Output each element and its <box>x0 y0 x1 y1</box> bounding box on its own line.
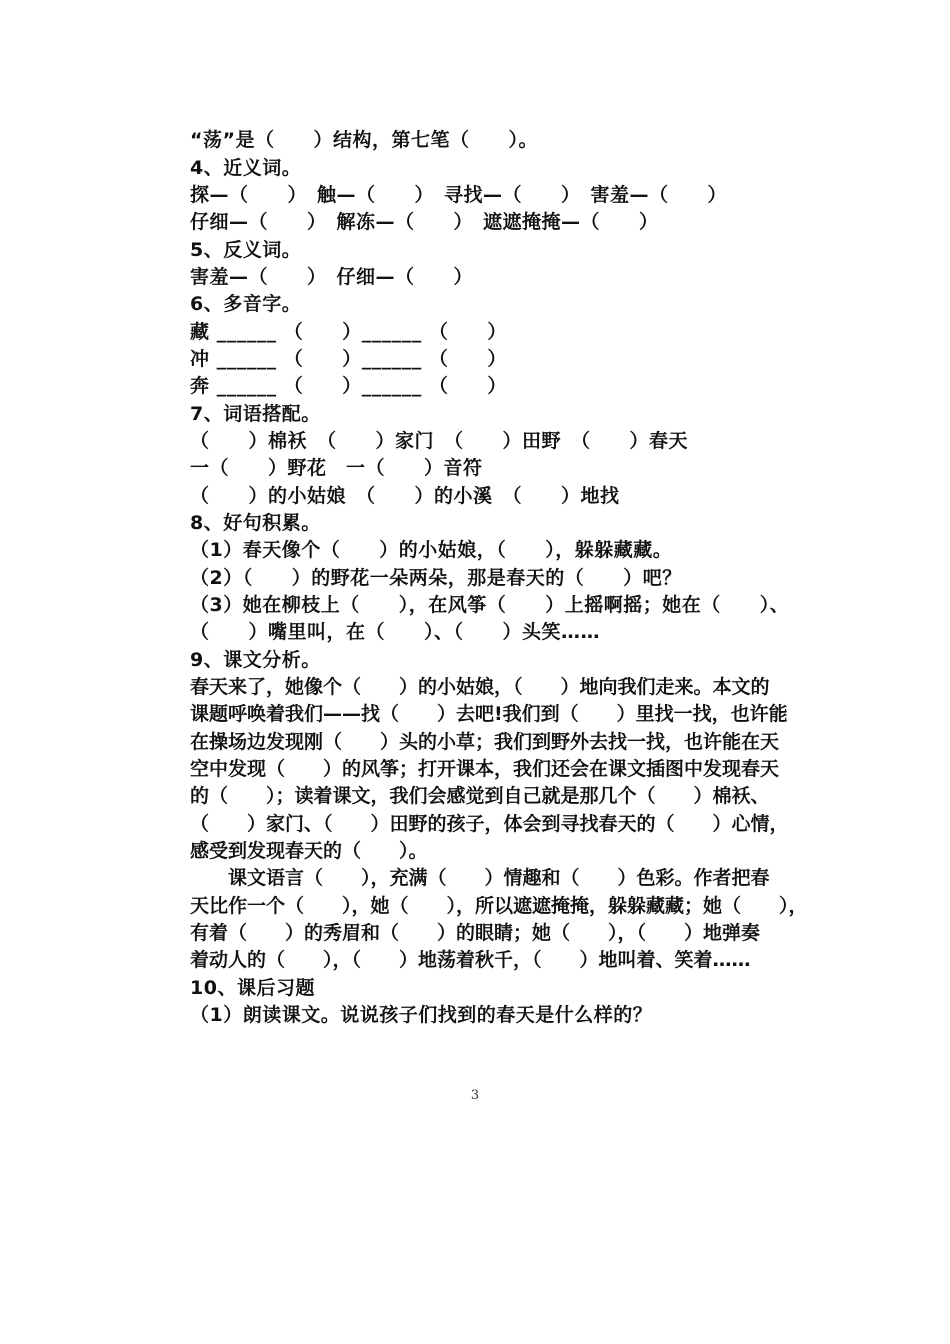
synonym-line-1: 探—（ ） 触—（ ） 寻找—（ ） 害羞—（ ） <box>190 184 728 206</box>
polyphone-line-chong: 冲 ______ （ ）______ （ ） <box>190 348 507 370</box>
language-para-line-2: 天比作一个（ ），她（ ），所以遮遮掩掩，躲躲藏藏；她（ ）， <box>190 895 808 917</box>
exercise-item-1: （1）朗读课文。说说孩子们找到的春天是什么样的？ <box>190 1004 653 1026</box>
collocation-line-1: （ ）棉袄 （ ）家门 （ ）田野 （ ）春天 <box>190 430 689 452</box>
synonym-line-2: 仔细—（ ） 解冻—（ ） 遮遮掩掩—（ ） <box>190 211 659 233</box>
section-8-heading: 8、好句积累。 <box>190 512 321 534</box>
sentence-item-3-line-2: （ ）嘴里叫，在（ ）、（ ）头笑…… <box>190 621 601 643</box>
section-6-heading: 6、多音字。 <box>190 293 302 315</box>
page-number: 3 <box>470 1088 480 1103</box>
section-10-heading: 10、课后习题 <box>190 977 315 999</box>
language-para-line-3: 有着（ ）的秀眉和（ ）的眼睛；她（ ），（ ）地弹奏 <box>190 922 761 944</box>
sentence-item-3-line-1: （3）她在柳枝上（ ），在风筝（ ）上摇啊摇；她在（ ）、 <box>190 594 790 616</box>
analysis-para-line-6: （ ）家门、（ ）田野的孩子，体会到寻找春天的（ ）心情， <box>190 813 789 835</box>
structure-question-line: “荡”是（ ）结构，第七笔（ ）。 <box>190 129 538 151</box>
analysis-para-line-7: 感受到发现春天的（ ）。 <box>190 840 428 862</box>
section-7-heading: 7、词语搭配。 <box>190 403 321 425</box>
sentence-item-2: （2）（ ）的野花一朵两朵，那是春天的（ ）吧？ <box>190 567 682 589</box>
analysis-para-line-4: 空中发现（ ）的风筝；打开课本，我们还会在课文插图中发现春天 <box>190 758 780 780</box>
polyphone-line-cang: 藏 ______ （ ）______ （ ） <box>190 321 507 343</box>
section-4-heading: 4、近义词。 <box>190 157 302 179</box>
language-para-line-1: 课文语言（ ），充满（ ）情趣和（ ）色彩。作者把春 <box>190 867 770 889</box>
section-5-heading: 5、反义词。 <box>190 239 302 261</box>
section-9-heading: 9、课文分析。 <box>190 649 321 671</box>
analysis-para-line-2: 课题呼唤着我们——找（ ）去吧!我们到（ ）里找一找，也许能 <box>190 703 788 725</box>
sentence-item-1: （1）春天像个（ ）的小姑娘，（ ），躲躲藏藏。 <box>190 539 673 561</box>
collocation-line-2: 一（ ）野花 一（ ）音符 <box>190 457 483 479</box>
analysis-para-line-3: 在操场边发现刚（ ）头的小草；我们到野外去找一找，也许能在天 <box>190 731 780 753</box>
collocation-line-3: （ ）的小姑娘 （ ）的小溪 （ ）地找 <box>190 485 620 507</box>
analysis-para-line-1: 春天来了，她像个（ ）的小姑娘，（ ）地向我们走来。本文的 <box>190 676 770 698</box>
analysis-para-line-5: 的（ ）；读着课文，我们会感觉到自己就是那几个（ ）棉袄、 <box>190 785 770 807</box>
antonym-line: 害羞—（ ） 仔细—（ ） <box>190 266 474 288</box>
polyphone-line-ben: 奔 ______ （ ）______ （ ） <box>190 375 507 397</box>
language-para-line-4: 着动人的（ ），（ ）地荡着秋千，（ ）地叫着、笑着…… <box>190 949 751 971</box>
